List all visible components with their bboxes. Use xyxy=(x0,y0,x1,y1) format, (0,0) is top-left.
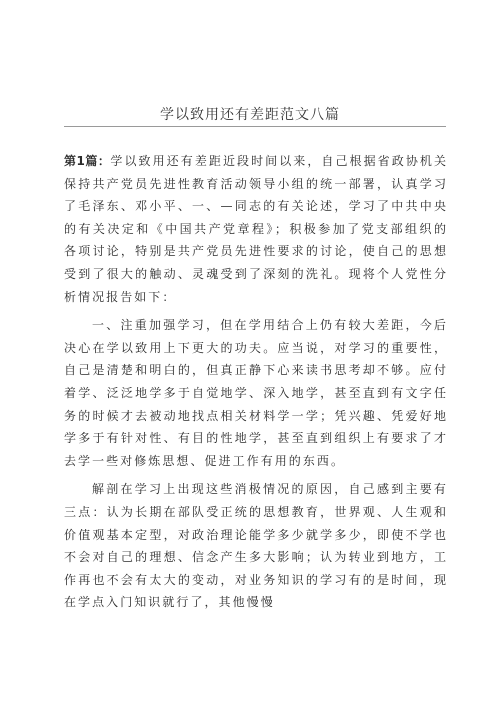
paragraph-3 xyxy=(64,478,448,614)
paragraph-3-text: 解剖在学习上出现这些消极情况的原因，自己感到主要有三点：认为长期在部队受正统的思想教育，世界观、人生观和价值观基本定型，对政治理论能学多少就学多少，即使不学也不会对自己的理想、信念产生多大影响；认为转业到地方，工作再也不会有太大的变动，对业务知识的学习有的是时间，现在学点入门知识就行了，其他慢慢 xyxy=(64,482,448,610)
title-divider xyxy=(64,126,446,127)
chapter-prefix: 第1篇： xyxy=(64,154,111,168)
paragraph-2-text: 一、注重加强学习，但在学用结合上仍有较大差距，今后决心在学以致用上下更大的功夫。应当说，对学习的重要性，自己是清楚和明白的，但真正静下心来读书思考却不够。应付着学、泛泛地学多于自觉地学、深入地学，甚至直到有文字任务的时候才去被动地找点相关材料学一学；凭兴趣、凭爱好地学多于有针对性、有目的性地学，甚至直到组织上有要求了才去学一些对修炼思想、促进工作有用的东西。 xyxy=(64,318,448,468)
paragraph-2 xyxy=(64,314,448,472)
paragraph-1-text: 学以致用还有差距近段时间以来，自己根据省政协机关保持共产党员先进性教育活动领导小组的统一部署，认真学习了毛泽东、邓小平、一、—同志的有关论述，学习了中共中央的有关决定和《中国共产党章程》；积极参加了党支部组织的各项讨论，特别是共产党员先进性要求的讨论，使自己的思想受到了很大的触动、灵魂受到了深刻的洗礼。现将个人党性分析情况报告如下： xyxy=(64,154,448,304)
paragraph-1 xyxy=(64,150,448,308)
document-body xyxy=(64,150,448,614)
document-title: 学以致用还有差距范文八篇 xyxy=(160,107,340,123)
